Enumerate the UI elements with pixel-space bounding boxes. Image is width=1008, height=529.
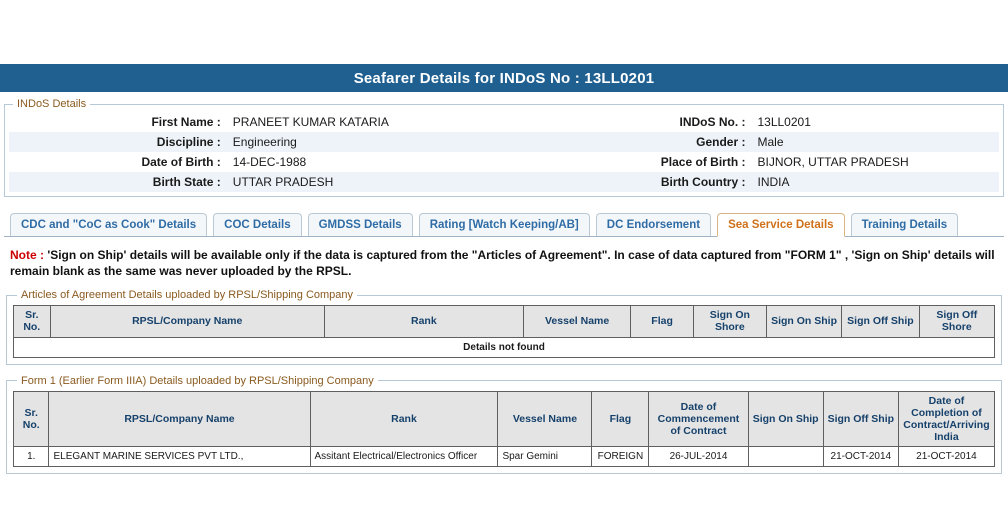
col-sign-off-shore: Sign Off Shore xyxy=(919,306,994,337)
table-header-row xyxy=(14,391,995,446)
col-company-name: RPSL/Company Name xyxy=(50,306,324,337)
tab-gmdss-details[interactable]: GMDSS Details xyxy=(308,213,413,237)
cell-vessel-name: Spar Gemini xyxy=(498,446,592,466)
cell-flag: FOREIGN xyxy=(592,446,649,466)
table-row xyxy=(9,172,999,192)
cell-sign-off-ship: 21-OCT-2014 xyxy=(823,446,898,466)
col-flag: Flag xyxy=(592,391,649,446)
col-sign-on-shore: Sign On Shore xyxy=(693,306,766,337)
tab-dc-endorsement[interactable]: DC Endorsement xyxy=(596,213,711,237)
col-sign-on-ship: Sign On Ship xyxy=(766,306,841,337)
col-company-name: RPSL/Company Name xyxy=(49,391,310,446)
first-name-value: PRANEET KUMAR KATARIA xyxy=(232,115,389,129)
col-vessel-name: Vessel Name xyxy=(523,306,631,337)
first-name-label: First Name : xyxy=(151,115,221,129)
col-sr-no: Sr. No. xyxy=(14,391,49,446)
discipline-value: Engineering xyxy=(232,135,297,149)
indos-no-label: INDoS No. : xyxy=(679,115,746,129)
table-row xyxy=(9,112,999,132)
col-commencement-date: Date of Commencement of Contract xyxy=(649,391,748,446)
cell-company-name: ELEGANT MARINE SERVICES PVT LTD., xyxy=(49,446,310,466)
cell-sr-no: 1. xyxy=(14,446,49,466)
col-vessel-name: Vessel Name xyxy=(498,391,592,446)
page-title: Seafarer Details for INDoS No : 13LL0201 xyxy=(0,64,1008,92)
cell-completion-date: 21-OCT-2014 xyxy=(898,446,994,466)
col-rank: Rank xyxy=(310,391,498,446)
indos-no-value: 13LL0201 xyxy=(757,115,811,129)
indos-details-legend: INDoS Details xyxy=(17,98,87,110)
col-sign-off-ship: Sign Off Ship xyxy=(842,306,919,337)
tab-bar xyxy=(4,209,1004,237)
col-completion-date: Date of Completion of Contract/Arriving India xyxy=(898,391,994,446)
note-body: 'Sign on Ship' details will be available only if the data is captured from the "Articles of Agreement". In case of data captured from "FORM 1" , 'Sign on Ship' details will remain blank as the same was never uploaded by the RPSL. xyxy=(10,248,995,279)
table-row xyxy=(14,446,995,466)
tab-cdc-coc-as-cook-details[interactable]: CDC and "CoC as Cook" Details xyxy=(10,213,207,237)
gender-value: Male xyxy=(757,135,784,149)
col-sr-no-label: Sr. No. xyxy=(23,309,41,334)
place-of-birth-label: Place of Birth : xyxy=(660,155,746,169)
cell-commencement-date: 26-JUL-2014 xyxy=(649,446,748,466)
tab-rating-watch-keeping-ab[interactable]: Rating [Watch Keeping/AB] xyxy=(419,213,590,237)
indos-details-table xyxy=(9,112,999,192)
form1-section xyxy=(6,375,1002,474)
date-of-birth-label: Date of Birth : xyxy=(141,155,221,169)
articles-of-agreement-table xyxy=(13,305,995,357)
note-text xyxy=(10,247,998,279)
birth-country-label: Birth Country : xyxy=(660,175,746,189)
table-row xyxy=(14,337,995,357)
articles-of-agreement-legend: Articles of Agreement Details uploaded by RPSL/Shipping Company xyxy=(21,289,354,302)
col-sr-no xyxy=(14,306,51,337)
tab-sea-service-details[interactable]: Sea Service Details xyxy=(717,213,845,238)
col-sign-on-ship: Sign On Ship xyxy=(748,391,823,446)
birth-state-value: UTTAR PRADESH xyxy=(232,175,334,189)
articles-of-agreement-section xyxy=(6,289,1002,364)
cell-sign-on-ship xyxy=(748,446,823,466)
indos-details-section xyxy=(4,98,1004,197)
tab-coc-details[interactable]: COC Details xyxy=(213,213,301,237)
place-of-birth-value: BIJNOR, UTTAR PRADESH xyxy=(757,155,909,169)
table-header-row xyxy=(14,306,995,337)
date-of-birth-value: 14-DEC-1988 xyxy=(232,155,307,169)
col-flag: Flag xyxy=(631,306,693,337)
birth-state-label: Birth State : xyxy=(152,175,221,189)
birth-country-value: INDIA xyxy=(757,175,790,189)
discipline-label: Discipline : xyxy=(156,135,221,149)
gender-label: Gender : xyxy=(696,135,746,149)
articles-empty-message: Details not found xyxy=(14,337,995,357)
note-prefix: Note : xyxy=(10,248,44,262)
form1-legend: Form 1 (Earlier Form IIIA) Details uploaded by RPSL/Shipping Company xyxy=(21,374,374,387)
form1-table xyxy=(13,391,995,467)
table-row xyxy=(9,132,999,152)
cell-rank: Assitant Electrical/Electronics Officer xyxy=(310,446,498,466)
col-sign-off-ship: Sign Off Ship xyxy=(823,391,898,446)
tab-training-details[interactable]: Training Details xyxy=(851,213,959,237)
table-row xyxy=(9,152,999,172)
col-rank: Rank xyxy=(324,306,523,337)
